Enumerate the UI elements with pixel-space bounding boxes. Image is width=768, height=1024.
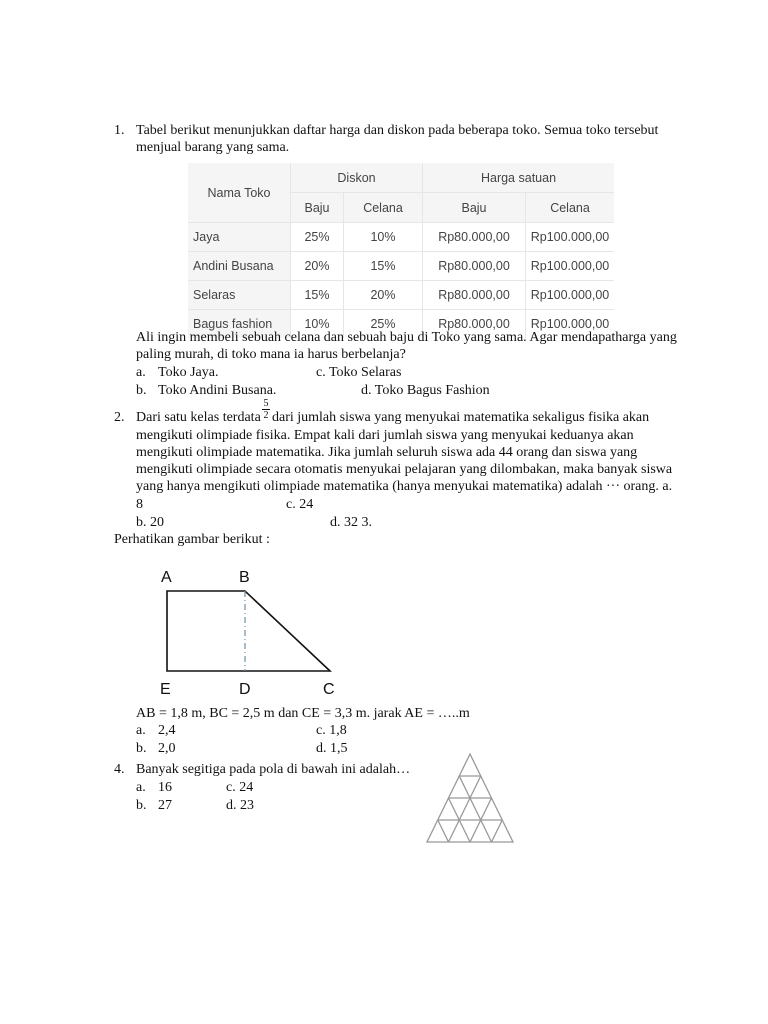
q3-option-d: d. 1,5 bbox=[316, 741, 348, 756]
table-cell: Rp100.000,00 bbox=[526, 223, 615, 252]
table-cell: Rp80.000,00 bbox=[423, 281, 526, 310]
q2-number: 2. bbox=[114, 410, 125, 425]
q4-option-a-label: a. bbox=[136, 780, 146, 795]
q4-question: Banyak segitiga pada pola di bawah ini adalah… bbox=[136, 762, 411, 777]
q4-option-c: c. 24 bbox=[226, 780, 254, 795]
table-cell: Andini Busana bbox=[188, 252, 291, 281]
grid-line bbox=[492, 820, 503, 842]
header-harga-satuan: Harga satuan bbox=[423, 163, 615, 193]
q1-question-2: paling murah, di toko mana ia harus berbelanja? bbox=[136, 347, 406, 362]
table-cell: Rp80.000,00 bbox=[423, 223, 526, 252]
table-row bbox=[188, 223, 614, 252]
q2-option-a-value: 8 bbox=[136, 497, 143, 512]
grid-line bbox=[438, 820, 449, 842]
q2-line-2: mengikuti olimpiade fisika. Empat kali dari jumlah siswa yang menyukai keduanya akan bbox=[136, 428, 634, 443]
fraction-numerator: 5 bbox=[263, 398, 269, 409]
label-e: E bbox=[160, 681, 171, 698]
q1-number: 1. bbox=[114, 123, 125, 138]
table-cell: 15% bbox=[291, 281, 344, 310]
label-d: D bbox=[239, 681, 251, 698]
q2-line-5: yang hanya mengikuti olimpiade matematika (hanya menyukai matematika) adalah ··· orang. a. bbox=[136, 479, 673, 494]
table-cell: 20% bbox=[344, 281, 423, 310]
q1-question-1: Ali ingin membeli sebuah celana dan sebuah baju di Toko yang sama. Agar mendapatharga yang bbox=[136, 330, 677, 345]
q1-option-b: Toko Andini Busana. bbox=[158, 383, 277, 398]
q3-option-c: c. 1,8 bbox=[316, 723, 347, 738]
table-cell: Rp80.000,00 bbox=[423, 252, 526, 281]
q2-line-3: mengikuti olimpiade matematika. Jika jumlah seluruh siswa ada 44 orang dan siswa yang bbox=[136, 445, 638, 460]
q3-option-a-label: a. bbox=[136, 723, 146, 738]
label-c: C bbox=[323, 681, 335, 698]
table-cell: 10% bbox=[291, 310, 344, 339]
table-cell: 25% bbox=[344, 310, 423, 339]
header-nama-toko: Nama Toko bbox=[188, 163, 291, 223]
table-row bbox=[188, 281, 614, 310]
q4-option-b: 27 bbox=[158, 798, 172, 813]
q1-option-b-label: b. bbox=[136, 383, 147, 398]
label-a: A bbox=[161, 569, 172, 586]
table-row bbox=[188, 252, 614, 281]
q3-intro: Perhatikan gambar berikut : bbox=[114, 532, 270, 547]
q3-option-b-label: b. bbox=[136, 741, 147, 756]
q2-option-b: b. 20 bbox=[136, 515, 164, 530]
q3-option-b: 2,0 bbox=[158, 741, 176, 756]
trapezoid-figure bbox=[150, 562, 350, 702]
subheader-harga-celana: Celana bbox=[526, 193, 615, 223]
q2-line-1a: Dari satu kelas terdata bbox=[136, 410, 261, 425]
q3-question: AB = 1,8 m, BC = 2,5 m dan CE = 3,3 m. jarak AE = …..m bbox=[136, 706, 470, 721]
q2-option-c: c. 24 bbox=[286, 497, 314, 512]
table-cell: Rp80.000,00 bbox=[423, 310, 526, 339]
table-cell: Bagus fashion bbox=[188, 310, 291, 339]
price-discount-table bbox=[188, 163, 614, 338]
table-cell: 15% bbox=[344, 252, 423, 281]
q2-line-4: mengikuti olimpiade secara otomatis menyukai pelajaran yang dilombakan, maka banyak siswa bbox=[136, 462, 673, 477]
q1-option-d: d. Toko Bagus Fashion bbox=[361, 383, 490, 398]
fraction-denominator: 2 bbox=[263, 410, 269, 421]
q1-line-1: Tabel berikut menunjukkan daftar harga dan diskon pada beberapa toko. Semua toko tersebut bbox=[136, 123, 659, 138]
table-cell: Rp100.000,00 bbox=[526, 281, 615, 310]
q4-option-a: 16 bbox=[158, 780, 172, 795]
subheader-diskon-baju: Baju bbox=[291, 193, 344, 223]
q3-option-a: 2,4 bbox=[158, 723, 176, 738]
q1-option-a: Toko Jaya. bbox=[158, 365, 219, 380]
table-cell: Rp100.000,00 bbox=[526, 252, 615, 281]
q1-option-a-label: a. bbox=[136, 365, 146, 380]
table-cell: 25% bbox=[291, 223, 344, 252]
trapezoid-shape bbox=[167, 591, 330, 671]
table-cell: 10% bbox=[344, 223, 423, 252]
subheader-harga-baju: Baju bbox=[423, 193, 526, 223]
table-cell: Selaras bbox=[188, 281, 291, 310]
table-cell: 20% bbox=[291, 252, 344, 281]
q1-option-c: c. Toko Selaras bbox=[316, 365, 402, 380]
subheader-diskon-celana: Celana bbox=[344, 193, 423, 223]
q2-option-d: d. 32 3. bbox=[330, 515, 372, 530]
q2-line-1b: dari jumlah siswa yang menyukai matematika sekaligus fisika akan bbox=[272, 410, 650, 425]
table-cell: Jaya bbox=[188, 223, 291, 252]
q1-line-2: menjual barang yang sama. bbox=[136, 140, 290, 155]
triangle-pattern-figure bbox=[423, 750, 517, 846]
q4-option-b-label: b. bbox=[136, 798, 147, 813]
q4-number: 4. bbox=[114, 762, 125, 777]
q4-option-d: d. 23 bbox=[226, 798, 254, 813]
label-b: B bbox=[239, 569, 250, 586]
header-diskon: Diskon bbox=[291, 163, 423, 193]
table-cell: Rp100.000,00 bbox=[526, 310, 615, 339]
